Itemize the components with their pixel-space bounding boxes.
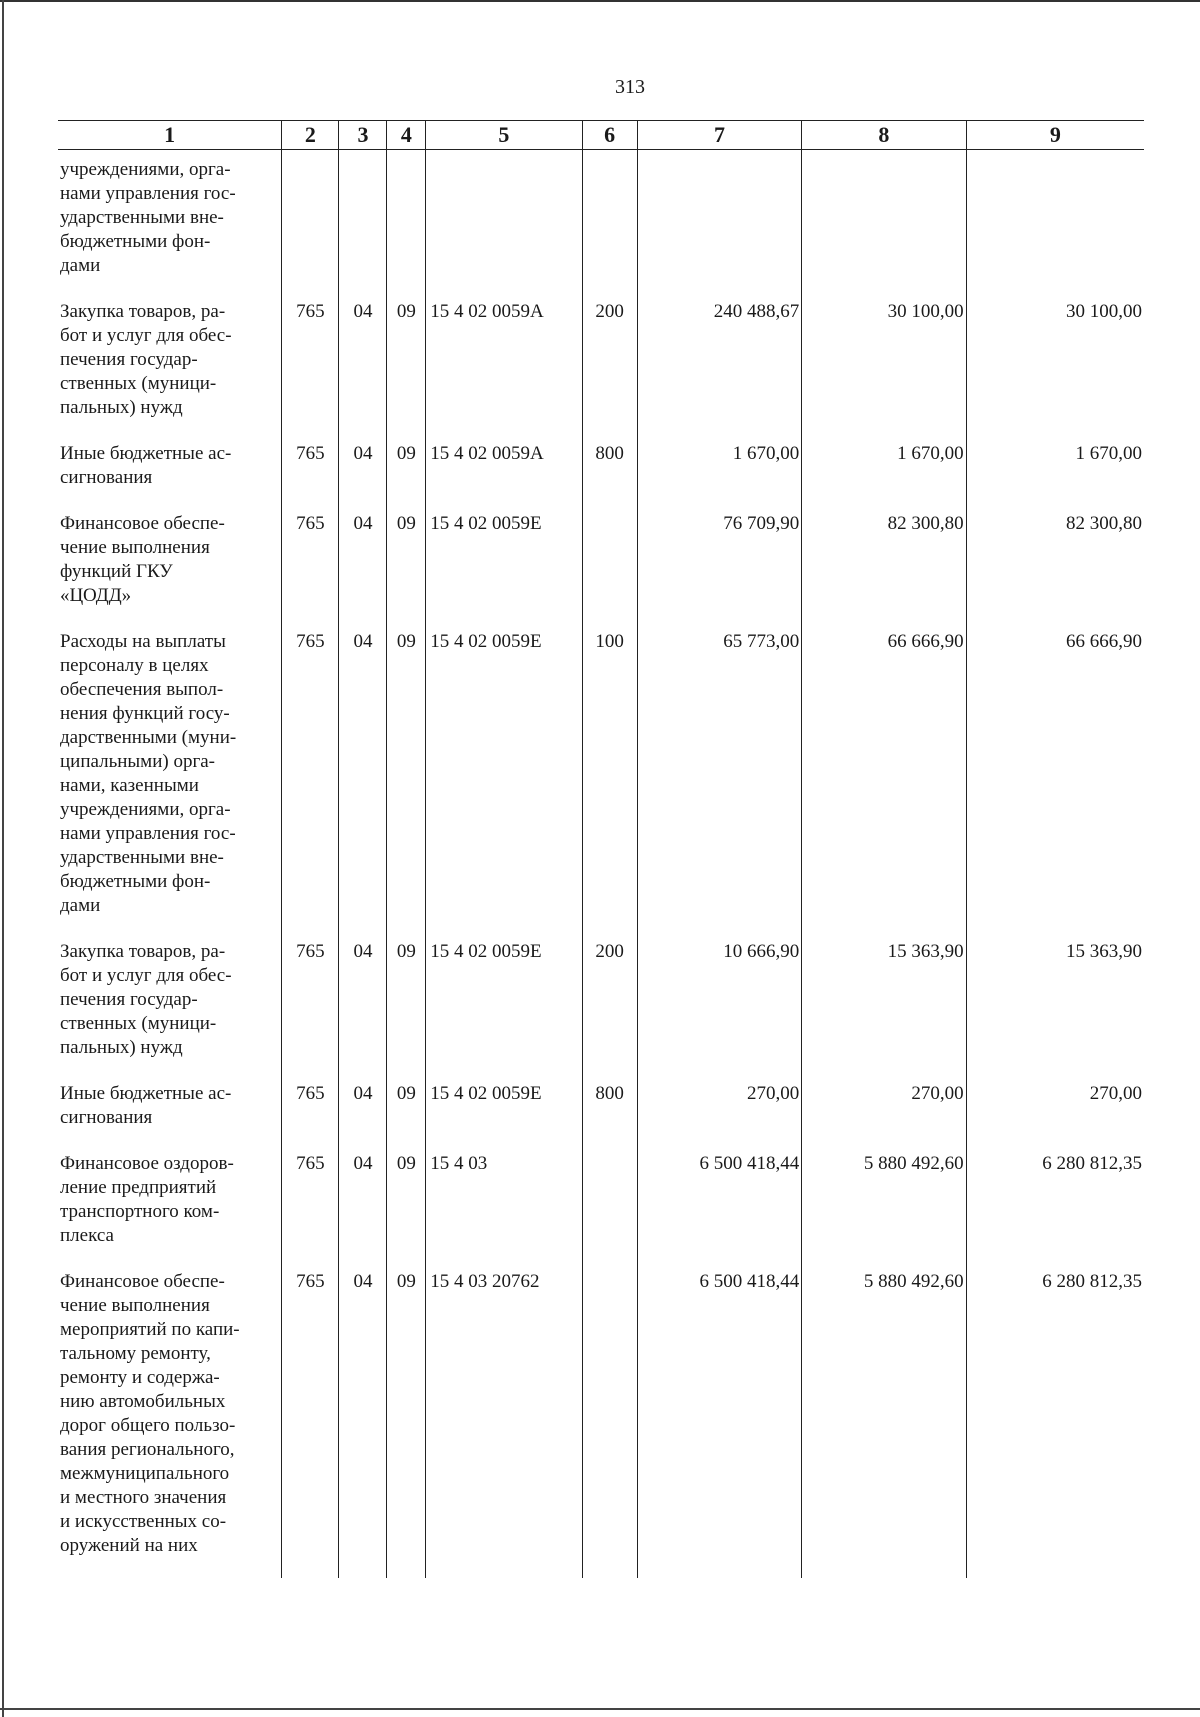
cell-vr: 200 [582,298,637,440]
cell-vr [582,510,637,628]
col-header-vr: 6 [582,121,637,150]
cell-csr: 15 4 02 0059Е [426,1080,582,1150]
col-header-pr: 4 [387,121,426,150]
cell-rz: 04 [339,1150,387,1268]
cell-vr: 100 [582,628,637,938]
cell-rz: 04 [339,1080,387,1150]
cell-name: Финансовое обеспе- чение выполнения функций ГКУ «ЦОДД» [60,513,225,606]
cell-amount-year1: 10 666,90 [637,938,801,1080]
cell-amount-year1: 240 488,67 [637,298,801,440]
table-row [58,150,1144,299]
table-row [58,938,1144,1080]
cell-csr [426,150,582,299]
cell-amount-year2: 1 670,00 [802,440,966,510]
cell-rz: 04 [339,1268,387,1578]
cell-amount-year1 [637,150,801,299]
cell-csr: 15 4 02 0059Е [426,510,582,628]
cell-ved: 765 [282,628,339,938]
cell-pr [387,150,426,299]
col-header-ved: 2 [282,121,339,150]
scan-bottom-border [0,1708,1200,1710]
cell-amount-year3: 30 100,00 [966,298,1144,440]
cell-amount-year1: 270,00 [637,1080,801,1150]
table-row [58,440,1144,510]
cell-csr: 15 4 02 0059Е [426,938,582,1080]
table-row [58,1080,1144,1150]
cell-ved: 765 [282,1268,339,1578]
cell-amount-year3 [966,150,1144,299]
scan-left-border [2,0,4,1717]
table-row [58,510,1144,628]
cell-vr: 800 [582,440,637,510]
cell-ved: 765 [282,1080,339,1150]
cell-amount-year3: 82 300,80 [966,510,1144,628]
cell-amount-year3: 6 280 812,35 [966,1268,1144,1578]
cell-name: Расходы на выплаты персоналу в целях обеспечения выпол- нения функций госу- дарственными (муни- ципальными) орга- нами, казенными учреждениями, орга- нами управления гос- ударственными вне- бюджетными фон- дами [60,631,237,916]
cell-csr: 15 4 03 [426,1150,582,1268]
cell-pr: 09 [387,1150,426,1268]
budget-table [58,120,1144,1578]
cell-ved: 765 [282,440,339,510]
cell-vr [582,150,637,299]
table-row [58,628,1144,938]
cell-csr: 15 4 02 0059А [426,298,582,440]
cell-name: Закупка товаров, ра- бот и услуг для обес- печения государ- ственных (муници- пальных) нужд [60,941,232,1058]
cell-rz: 04 [339,938,387,1080]
cell-rz: 04 [339,628,387,938]
cell-csr: 15 4 02 0059А [426,440,582,510]
cell-amount-year3: 1 670,00 [966,440,1144,510]
cell-amount-year3: 270,00 [966,1080,1144,1150]
cell-pr: 09 [387,1080,426,1150]
header-row [58,121,1144,150]
cell-amount-year2: 5 880 492,60 [802,1268,966,1578]
cell-ved: 765 [282,938,339,1080]
col-header-year3: 9 [966,121,1144,150]
cell-amount-year1: 6 500 418,44 [637,1150,801,1268]
cell-name: Финансовое обеспе- чение выполнения мероприятий по капи- тальному ремонту, ремонту и содержа- нию автомобильных дорог общего пользо- вания регионального, межмуниципального и местного значения и искусственных со- оружений на них [60,1271,240,1556]
cell-amount-year1: 65 773,00 [637,628,801,938]
cell-amount-year2: 270,00 [802,1080,966,1150]
cell-csr: 15 4 03 20762 [426,1268,582,1578]
cell-pr: 09 [387,440,426,510]
cell-amount-year2: 5 880 492,60 [802,1150,966,1268]
cell-amount-year2 [802,150,966,299]
cell-pr: 09 [387,938,426,1080]
cell-ved [282,150,339,299]
cell-csr: 15 4 02 0059Е [426,628,582,938]
table-row [58,1268,1144,1578]
cell-vr: 200 [582,938,637,1080]
cell-rz [339,150,387,299]
cell-rz: 04 [339,298,387,440]
table-row [58,298,1144,440]
cell-amount-year3: 6 280 812,35 [966,1150,1144,1268]
cell-amount-year3: 15 363,90 [966,938,1144,1080]
cell-name: Закупка товаров, ра- бот и услуг для обес- печения государ- ственных (муници- пальных) нужд [60,301,232,418]
cell-rz: 04 [339,440,387,510]
col-header-year2: 8 [802,121,966,150]
cell-name: учреждениями, орга- нами управления гос- ударственными вне- бюджетными фон- дами [60,159,236,276]
cell-pr: 09 [387,628,426,938]
cell-pr: 09 [387,510,426,628]
cell-amount-year1: 76 709,90 [637,510,801,628]
table-body [58,150,1144,1579]
col-header-csr: 5 [426,121,582,150]
table-row [58,1150,1144,1268]
cell-vr [582,1150,637,1268]
cell-ved: 765 [282,1150,339,1268]
cell-name: Иные бюджетные ас- сигнования [60,443,232,488]
cell-amount-year2: 15 363,90 [802,938,966,1080]
cell-ved: 765 [282,510,339,628]
cell-name: Финансовое оздоров- ление предприятий транспортного ком- плекса [60,1153,234,1246]
cell-vr [582,1268,637,1578]
cell-amount-year2: 30 100,00 [802,298,966,440]
cell-vr: 800 [582,1080,637,1150]
cell-amount-year3: 66 666,90 [966,628,1144,938]
cell-amount-year1: 6 500 418,44 [637,1268,801,1578]
col-header-rz: 3 [339,121,387,150]
cell-amount-year2: 66 666,90 [802,628,966,938]
page-number: 313 [615,76,645,98]
col-header-year1: 7 [637,121,801,150]
cell-rz: 04 [339,510,387,628]
cell-pr: 09 [387,298,426,440]
col-header-name: 1 [58,121,282,150]
cell-pr: 09 [387,1268,426,1578]
cell-amount-year1: 1 670,00 [637,440,801,510]
cell-amount-year2: 82 300,80 [802,510,966,628]
cell-name: Иные бюджетные ас- сигнования [60,1083,232,1128]
scan-top-border [0,0,1200,2]
cell-ved: 765 [282,298,339,440]
